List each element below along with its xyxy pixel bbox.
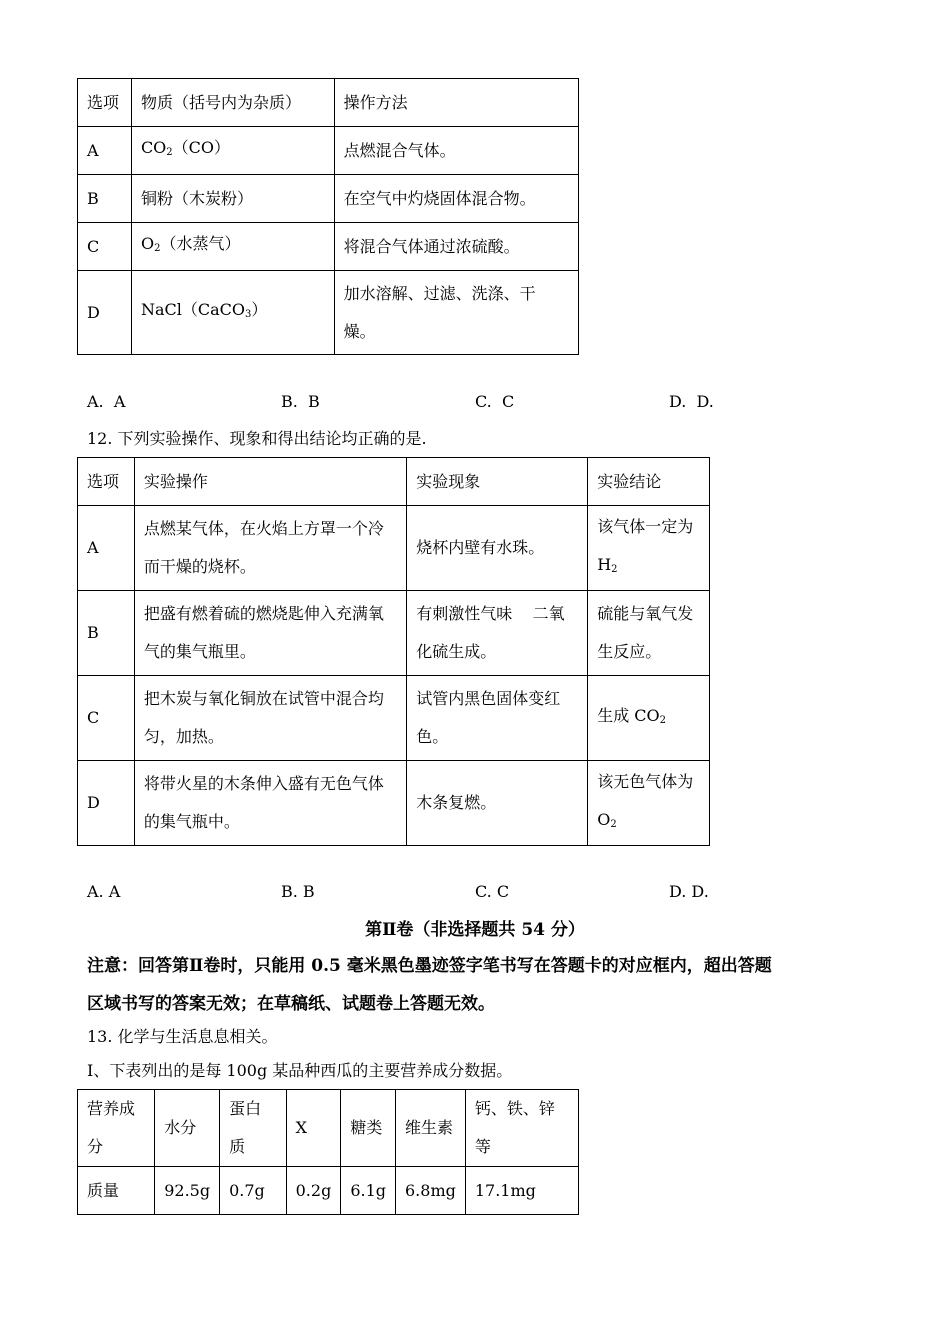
method-cell: 将混合气体通过浓硫酸。 xyxy=(334,223,578,271)
notice-line-2: 区域书写的答案无效；在草稿纸、试题卷上答题无效。 xyxy=(87,994,495,1014)
option-cell: A xyxy=(78,506,135,591)
phenomenon-cell: 有刺激性气味 二氧 化硫生成。 xyxy=(407,591,588,676)
table-header-row xyxy=(78,79,579,127)
option-cell: B xyxy=(78,175,132,223)
table-row xyxy=(78,223,579,271)
option-d[interactable]: D. D. xyxy=(669,392,714,411)
question-13-stem: 13. 化学与生活息息相关。 xyxy=(87,1027,278,1046)
option-cell: B xyxy=(78,591,135,676)
conclusion-cell: 生成 $CO_2$ xyxy=(588,676,710,761)
table-header-row xyxy=(78,1090,579,1167)
operation-cell: 点燃某气体，在火焰上方罩一个冷 而干燥的烧杯。 xyxy=(134,506,406,591)
header-cell: 选项 xyxy=(78,79,132,127)
phenomenon-cell: 木条复燃。 xyxy=(407,761,588,846)
value-cell: 0.2g xyxy=(286,1167,341,1215)
option-cell: A xyxy=(78,127,132,175)
header-cell: X xyxy=(286,1090,341,1167)
value-cell: 6.8mg xyxy=(396,1167,466,1215)
option-cell: D xyxy=(78,761,135,846)
table-row xyxy=(78,1167,579,1215)
header-cell: 蛋白质 xyxy=(220,1090,287,1167)
option-c[interactable]: C. C xyxy=(475,882,510,901)
row-label-cell: 质量 xyxy=(78,1167,155,1215)
conclusion-cell: 硫能与氧气发 生反应。 xyxy=(588,591,710,676)
header-cell: 选项 xyxy=(78,458,135,506)
table-row xyxy=(78,591,710,676)
section-title: 第Ⅱ卷（非选择题共 54 分） xyxy=(365,920,585,940)
table-row xyxy=(78,676,710,761)
table-header-row xyxy=(78,458,710,506)
nutrition-table xyxy=(77,1089,579,1215)
option-cell: C xyxy=(78,676,135,761)
method-cell: 加水溶解、过滤、洗涤、干 燥。 xyxy=(334,271,578,355)
phenomenon-cell: 烧杯内壁有水珠。 xyxy=(407,506,588,591)
table-row xyxy=(78,506,710,591)
value-cell: 0.7g xyxy=(220,1167,287,1215)
header-cell: 操作方法 xyxy=(334,79,578,127)
phenomenon-cell: 试管内黑色固体变红 色。 xyxy=(407,676,588,761)
notice-line-1: 注意：回答第Ⅱ卷时，只能用 0.5 毫米黑色墨迹签字笔书写在答题卡的对应框内，超出答题 xyxy=(87,956,772,976)
option-c[interactable]: C. C xyxy=(475,392,515,411)
value-cell: 17.1mg xyxy=(465,1167,578,1215)
question-12-stem: 12. 下列实验操作、现象和得出结论均正确的是. xyxy=(87,429,427,448)
value-cell: 92.5g xyxy=(155,1167,220,1215)
operation-cell: 把木炭与氧化铜放在试管中混合均 匀，加热。 xyxy=(134,676,406,761)
operation-cell: 把盛有燃着硫的燃烧匙伸入充满氧 气的集气瓶里。 xyxy=(134,591,406,676)
method-cell: 在空气中灼烧固体混合物。 xyxy=(334,175,578,223)
header-cell: 实验操作 xyxy=(134,458,406,506)
header-cell: 物质（括号内为杂质） xyxy=(131,79,334,127)
experiment-table xyxy=(77,457,710,846)
option-cell: C xyxy=(78,223,132,271)
purification-table xyxy=(77,78,579,355)
conclusion-cell: 该气体一定为 $H_2$ xyxy=(588,506,710,591)
operation-cell: 将带火星的木条伸入盛有无色气体 的集气瓶中。 xyxy=(134,761,406,846)
substance-cell: $CO_2(CO)$ xyxy=(131,127,334,175)
substance-cell: $O_2$（水蒸气） xyxy=(131,223,334,271)
option-b[interactable]: B. B xyxy=(281,882,315,901)
header-cell: 钙、铁、锌等 xyxy=(465,1090,578,1167)
table-row xyxy=(78,271,579,355)
table-row xyxy=(78,761,710,846)
question-13-part-1: Ⅰ、下表列出的是每 100g 某品种西瓜的主要营养成分数据。 xyxy=(87,1061,513,1080)
value-cell: 6.1g xyxy=(341,1167,396,1215)
header-cell: 实验结论 xyxy=(588,458,710,506)
option-d[interactable]: D. D. xyxy=(669,882,709,901)
header-cell: 糖类 xyxy=(341,1090,396,1167)
method-cell: 点燃混合气体。 xyxy=(334,127,578,175)
option-b[interactable]: B. B xyxy=(281,392,320,411)
header-cell: 营养成分 xyxy=(78,1090,155,1167)
substance-cell: 铜粉（木炭粉） xyxy=(131,175,334,223)
option-cell: D xyxy=(78,271,132,355)
conclusion-cell: 该无色气体为 $O_2$ xyxy=(588,761,710,846)
header-cell: 水分 xyxy=(155,1090,220,1167)
header-cell: 维生素 xyxy=(396,1090,466,1167)
table-row xyxy=(78,127,579,175)
option-a[interactable]: A. A xyxy=(87,882,121,901)
option-a[interactable]: A. A xyxy=(87,392,126,411)
table-row xyxy=(78,175,579,223)
header-cell: 实验现象 xyxy=(407,458,588,506)
substance-cell: NaCl（CaCO$_3$） xyxy=(131,271,334,355)
